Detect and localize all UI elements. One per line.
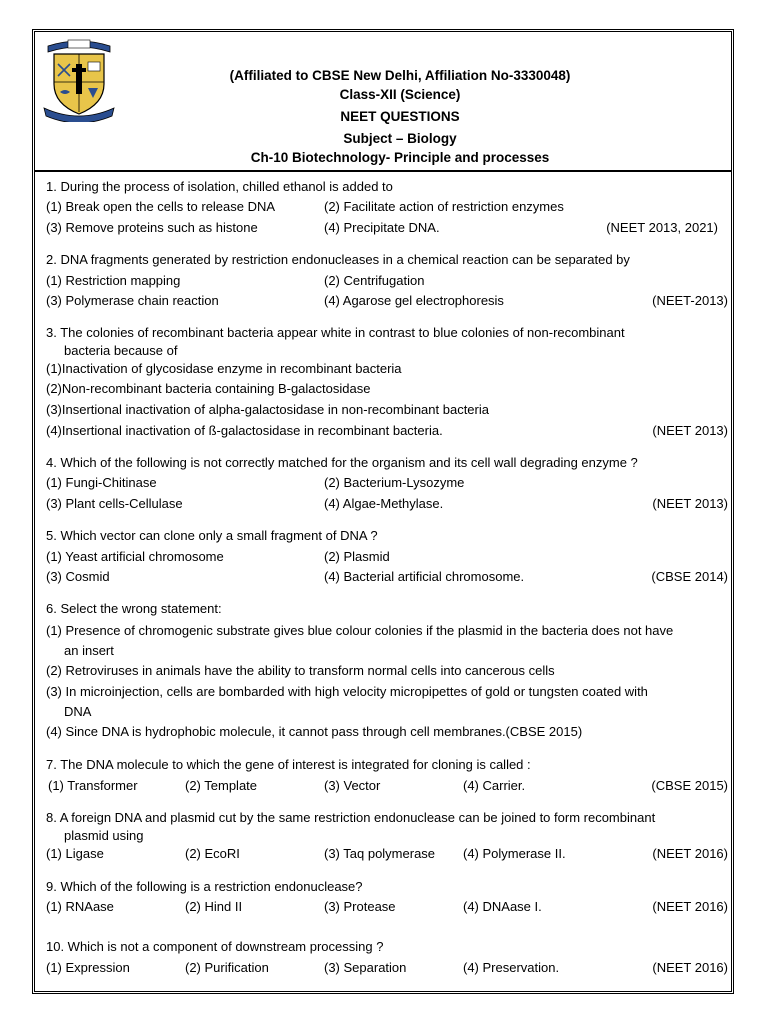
q5-source-tag: (CBSE 2014) xyxy=(651,569,728,584)
document-title: NEET QUESTIONS xyxy=(340,109,460,124)
q8-option-3: (3) Taq polymerase xyxy=(324,846,436,861)
q5-option-2: (2) Plasmid xyxy=(324,549,390,564)
q3-option-3: (3)Insertional inactivation of alpha-galactosidase in non-recombinant bacteria xyxy=(46,402,489,417)
q5-option-4: (4) Bacterial artificial chromosome. xyxy=(324,569,525,584)
q1-option-2: (2) Facilitate action of restriction enzymes xyxy=(324,199,564,214)
q3-option-2: (2)Non-recombinant bacteria containing B-galactosidase xyxy=(46,381,371,396)
q4-source-tag: (NEET 2013) xyxy=(652,496,728,511)
q8-option-4: (4) Polymerase II. xyxy=(463,846,566,861)
question-5: 5. Which vector can clone only a small fragment of DNA ? xyxy=(46,528,378,543)
question-3: 3. The colonies of recombinant bacteria appear white in contrast to blue colonies of non-recombinant xyxy=(46,325,625,340)
q2-option-1: (1) Restriction mapping xyxy=(46,273,181,288)
q3-option-1: (1)Inactivation of glycosidase enzyme in recombinant bacteria xyxy=(46,361,402,376)
q9-option-2: (2) Hind II xyxy=(185,899,243,914)
question-8-cont: plasmid using xyxy=(64,828,144,843)
q6-option-4: (4) Since DNA is hydrophobic molecule, it cannot pass through cell membranes.(CBSE 2015) xyxy=(46,724,583,739)
q9-option-4: (4) DNAase I. xyxy=(463,899,542,914)
q2-option-2: (2) Centrifugation xyxy=(324,273,425,288)
q9-option-1: (1) RNAase xyxy=(46,899,114,914)
question-2: 2. DNA fragments generated by restriction endonucleases in a chemical reaction can be separated by xyxy=(46,252,630,267)
chapter-line: Ch-10 Biotechnology- Principle and processes xyxy=(250,150,550,165)
q8-option-2: (2) EcoRI xyxy=(185,846,240,861)
q10-option-1: (1) Expression xyxy=(46,960,130,975)
question-6: 6. Select the wrong statement: xyxy=(46,601,222,616)
q5-option-3: (3) Cosmid xyxy=(46,569,110,584)
q1-option-3: (3) Remove proteins such as histone xyxy=(46,220,258,235)
q10-option-2: (2) Purification xyxy=(185,960,269,975)
q7-option-4: (4) Carrier. xyxy=(463,778,526,793)
q6-option-2: (2) Retroviruses in animals have the ability to transform normal cells into cancerous cells xyxy=(46,663,555,678)
q2-option-3: (3) Polymerase chain reaction xyxy=(46,293,219,308)
q6-option-3-cont: DNA xyxy=(64,704,92,719)
question-7: 7. The DNA molecule to which the gene of interest is integrated for cloning is called : xyxy=(46,757,531,772)
q1-option-4: (4) Precipitate DNA. xyxy=(324,220,440,235)
q4-option-3: (3) Plant cells-Cellulase xyxy=(46,496,183,511)
q7-option-1: (1) Transformer xyxy=(48,778,138,793)
subject-line: Subject – Biology xyxy=(343,131,457,146)
q7-option-3: (3) Vector xyxy=(324,778,381,793)
q4-option-2: (2) Bacterium-Lysozyme xyxy=(324,475,465,490)
q8-option-1: (1) Ligase xyxy=(46,846,104,861)
question-4: 4. Which of the following is not correctly matched for the organism and its cell wall degrading enzyme ? xyxy=(46,455,638,470)
q2-option-4: (4) Agarose gel electrophoresis xyxy=(324,293,504,308)
question-1: 1. During the process of isolation, chilled ethanol is added to xyxy=(46,179,393,194)
q6-option-1-cont: an insert xyxy=(64,643,114,658)
q6-option-3: (3) In microinjection, cells are bombarded with high velocity micropipettes of gold or tungsten coated with xyxy=(46,684,648,699)
q7-option-2: (2) Template xyxy=(185,778,258,793)
affiliation-line: (Affiliated to CBSE New Delhi, Affiliation No-3330048) xyxy=(229,68,571,83)
q4-option-4: (4) Algae-Methylase. xyxy=(324,496,444,511)
q8-source-tag: (NEET 2016) xyxy=(652,846,728,861)
q7-source-tag: (CBSE 2015) xyxy=(651,778,728,793)
header-divider xyxy=(34,170,732,172)
q1-source-tag: (NEET 2013, 2021) xyxy=(606,220,718,235)
q1-option-1: (1) Break open the cells to release DNA xyxy=(46,199,276,214)
q3-option-4: (4)Insertional inactivation of ß-galactosidase in recombinant bacteria. xyxy=(46,423,443,438)
q10-option-3: (3) Separation xyxy=(324,960,407,975)
question-8: 8. A foreign DNA and plasmid cut by the same restriction endonuclease can be joined to form recombinant xyxy=(46,810,656,825)
question-9: 9. Which of the following is a restriction endonuclease? xyxy=(46,879,363,894)
q10-source-tag: (NEET 2016) xyxy=(652,960,728,975)
q9-source-tag: (NEET 2016) xyxy=(652,899,728,914)
q9-option-3: (3) Protease xyxy=(324,899,396,914)
question-3-cont: bacteria because of xyxy=(64,343,178,358)
q6-option-1: (1) Presence of chromogenic substrate gives blue colour colonies if the plasmid in the bacteria does not have xyxy=(46,623,674,638)
q3-source-tag: (NEET 2013) xyxy=(652,423,728,438)
q2-source-tag: (NEET-2013) xyxy=(652,293,728,308)
question-10: 10. Which is not a component of downstream processing ? xyxy=(46,939,384,954)
school-crest-logo xyxy=(40,38,118,122)
class-line: Class-XII (Science) xyxy=(339,87,461,102)
q10-option-4: (4) Preservation. xyxy=(463,960,560,975)
q5-option-1: (1) Yeast artificial chromosome xyxy=(46,549,224,564)
q4-option-1: (1) Fungi-Chitinase xyxy=(46,475,157,490)
